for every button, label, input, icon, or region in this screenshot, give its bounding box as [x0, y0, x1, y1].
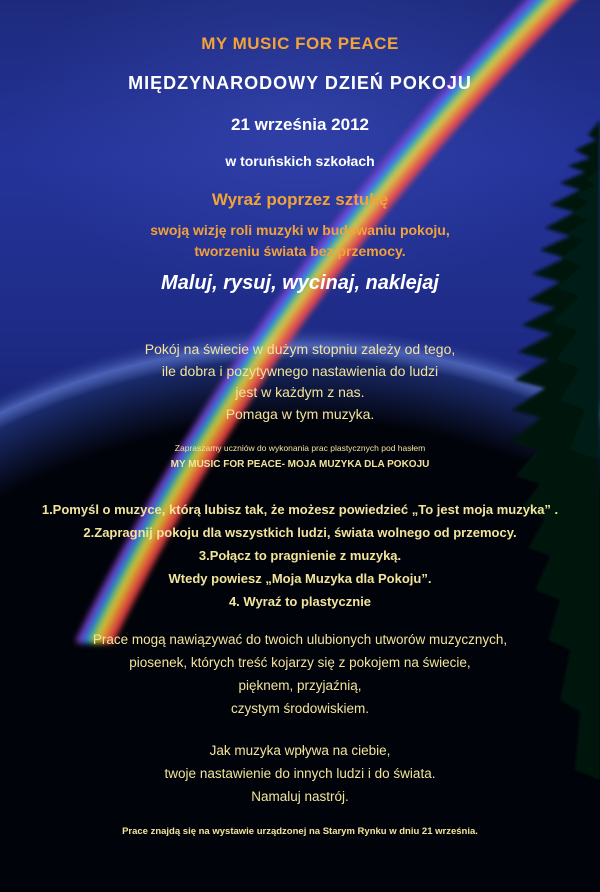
- poster-title: MY MUSIC FOR PEACE: [201, 34, 399, 53]
- exhibition-footer: Prace znajdą się na wystawie urządzonej na Starym Rynku w dniu 21 września.: [122, 826, 478, 837]
- step-3b: Wtedy powiesz „Moja Muzyka dla Pokoju”.: [168, 571, 432, 586]
- poster-subtitle: MIĘDZYNARODOWY DZIEŃ POKOJU: [128, 73, 472, 93]
- works-paragraph: [0, 628, 600, 720]
- invitation-motto: MY MUSIC FOR PEACE- MOJA MUZYKA DLA POKOJU: [170, 459, 430, 470]
- music-line-2: twoje nastawienie do innych ludzi i do świata.: [164, 766, 436, 781]
- works-line-2: piosenek, których treść kojarzy się z pokojem na świecie,: [129, 655, 471, 670]
- peace-line-1: Pokój na świecie w dużym stopniu zależy od tego,: [144, 341, 456, 357]
- music-paragraph: [0, 739, 600, 808]
- step-4: 4. Wyraź to plastycznie: [228, 594, 372, 609]
- event-location: w toruńskich szkołach: [225, 153, 375, 169]
- steps-list: [0, 498, 600, 613]
- step-3: 3.Połącz to pragnienie z muzyką.: [198, 548, 402, 563]
- event-date: 21 września 2012: [231, 115, 369, 134]
- call-line-1: swoją wizję roli muzyki w budowaniu pokoju,: [150, 222, 450, 238]
- step-1: 1.Pomyśl o muzyce, którą lubisz tak, że możesz powiedzieć „To jest moja muzyka” .: [41, 502, 559, 517]
- peace-line-3: jest w każdym z nas.: [235, 384, 365, 400]
- works-line-3: pięknem, przyjaźnią,: [238, 678, 362, 693]
- call-heading: Wyraź poprzez sztukę: [211, 190, 389, 209]
- peace-line-4: Pomaga w tym muzyka.: [225, 405, 375, 422]
- call-line-2: tworzeniu świata bez przemocy.: [194, 243, 406, 259]
- call-actions: Maluj, rysuj, wycinaj, naklejaj: [161, 272, 439, 294]
- music-line-1: Jak muzyka wpływa na ciebie,: [209, 743, 391, 758]
- step-2: 2.Zapragnij pokoju dla wszystkich ludzi, świata wolnego od przemocy.: [83, 525, 517, 540]
- invitation-text: Zapraszamy uczniów do wykonania prac plastycznych pod hasłem: [174, 443, 426, 453]
- peace-paragraph: [0, 339, 600, 425]
- works-line-4: czystym środowiskiem.: [230, 701, 370, 716]
- works-line-1: Prace mogą nawiązywać do twoich ulubionych utworów muzycznych,: [92, 632, 508, 647]
- music-line-3: Namaluj nastrój.: [251, 789, 349, 804]
- peace-line-2: ile dobra i pozytywnego nastawienia do ludzi: [161, 362, 439, 379]
